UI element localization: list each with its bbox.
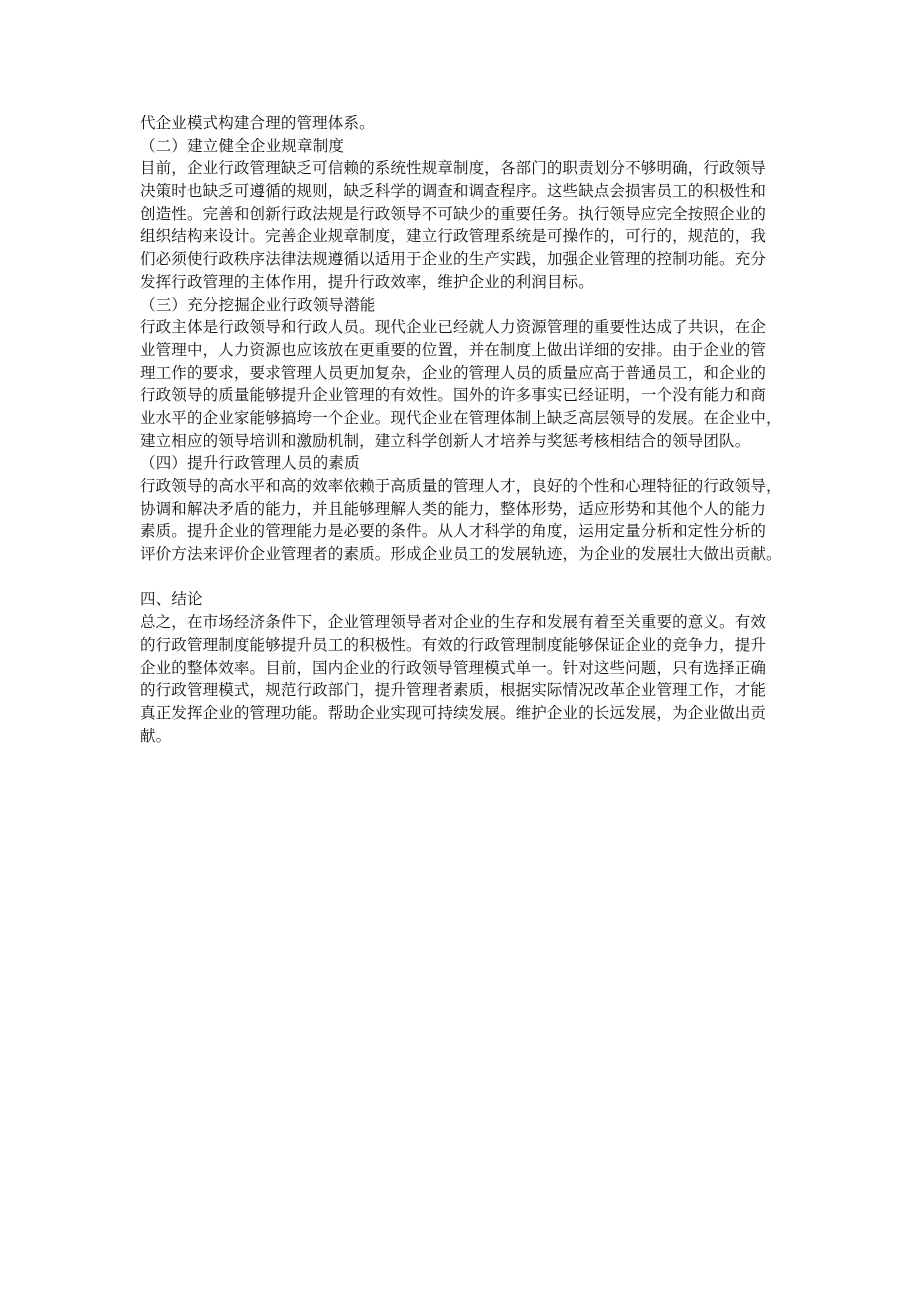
paragraph-line: 协调和解决矛盾的能力，并且能够理解人类的能力，整体形势，适应形势和其他个人的能力: [140, 499, 767, 518]
paragraph-line: 创造性。完善和创新行政法规是行政领导不可缺少的重要任务。执行领导应完全按照企业的: [140, 204, 767, 223]
document-page: [140, 112, 790, 747]
paragraph-line: 发挥行政管理的主体作用，提升行政效率，维护企业的利润目标。: [140, 272, 594, 291]
paragraph-line: 理工作的要求，要求管理人员更加复杂，企业的管理人员的质量应高于普通员工，和企业的: [140, 363, 767, 382]
paragraph-line: 的行政管理制度能够提升员工的积极性。有效的行政管理制度能够保证企业的竞争力，提升: [140, 635, 767, 654]
paragraph-line: 行政领导的高水平和高的效率依赖于高质量的管理人才，良好的个性和心理特征的行政领导，: [140, 477, 782, 495]
paragraph-line: 的行政管理模式，规范行政部门，提升管理者素质，根据实际情况改革企业管理工作，才能: [140, 681, 767, 700]
paragraph-line: 评价方法来评价企业管理者的素质。形成企业员工的发展轨迹，为企业的发展壮大做出贡献。: [140, 545, 782, 564]
paragraph-line: 真正发挥企业的管理功能。帮助企业实现可持续发展。维护企业的长远发展，为企业做出贡: [140, 703, 767, 722]
paragraph-line: 素质。提升企业的管理能力是必要的条件。从人才科学的角度，运用定量分析和定性分析的: [140, 522, 767, 541]
paragraph-line: 代企业模式构建合理的管理体系。: [140, 114, 375, 132]
section-heading-3: （三）充分挖掘企业行政领导潜能: [140, 295, 376, 314]
blank-line: [140, 566, 790, 589]
conclusion-heading: 四、结论: [140, 590, 203, 609]
paragraph-line: 总之，在市场经济条件下，企业管理领导者对企业的生存和发展有着至关重要的意义。有效: [140, 613, 767, 632]
paragraph-line: 们必须使行政秩序法律法规遵循以适用于企业的生产实践，加强企业管理的控制功能。充分: [140, 250, 767, 269]
paragraph-line: 企业的整体效率。目前，国内企业的行政领导管理模式单一。针对这些问题，只有选择正确: [140, 658, 767, 677]
paragraph-line: 业管理中，人力资源也应该放在更重要的位置，并在制度上做出详细的安排。由于企业的管: [140, 340, 767, 359]
paragraph-line: 行政主体是行政领导和行政人员。现代企业已经就人力资源管理的重要性达成了共识，在企: [140, 318, 767, 337]
paragraph-line: 献。: [140, 726, 172, 745]
paragraph-line: 行政领导的质量能够提升企业管理的有效性。国外的许多事实已经证明，一个没有能力和商: [140, 386, 767, 405]
paragraph-line: 组织结构来设计。完善企业规章制度，建立行政管理系统是可操作的，可行的，规范的，我: [140, 227, 767, 246]
paragraph-line: 建立相应的领导培训和激励机制，建立科学创新人才培养与奖惩考核相结合的领导团队。: [140, 431, 751, 450]
section-heading-4: （四）提升行政管理人员的素质: [140, 454, 360, 473]
paragraph-line: 业水平的企业家能够搞垮一个企业。现代企业在管理体制上缺乏高层领导的发展。在企业中，: [140, 408, 782, 427]
section-heading-2: （二）建立健全企业规章制度: [140, 136, 345, 155]
paragraph-line: 决策时也缺乏可遵循的规则，缺乏科学的调查和调查程序。这些缺点会损害员工的积极性和: [140, 182, 767, 201]
paragraph-line: 目前，企业行政管理缺乏可信赖的系统性规章制度，各部门的职责划分不够明确，行政领导: [140, 159, 767, 178]
